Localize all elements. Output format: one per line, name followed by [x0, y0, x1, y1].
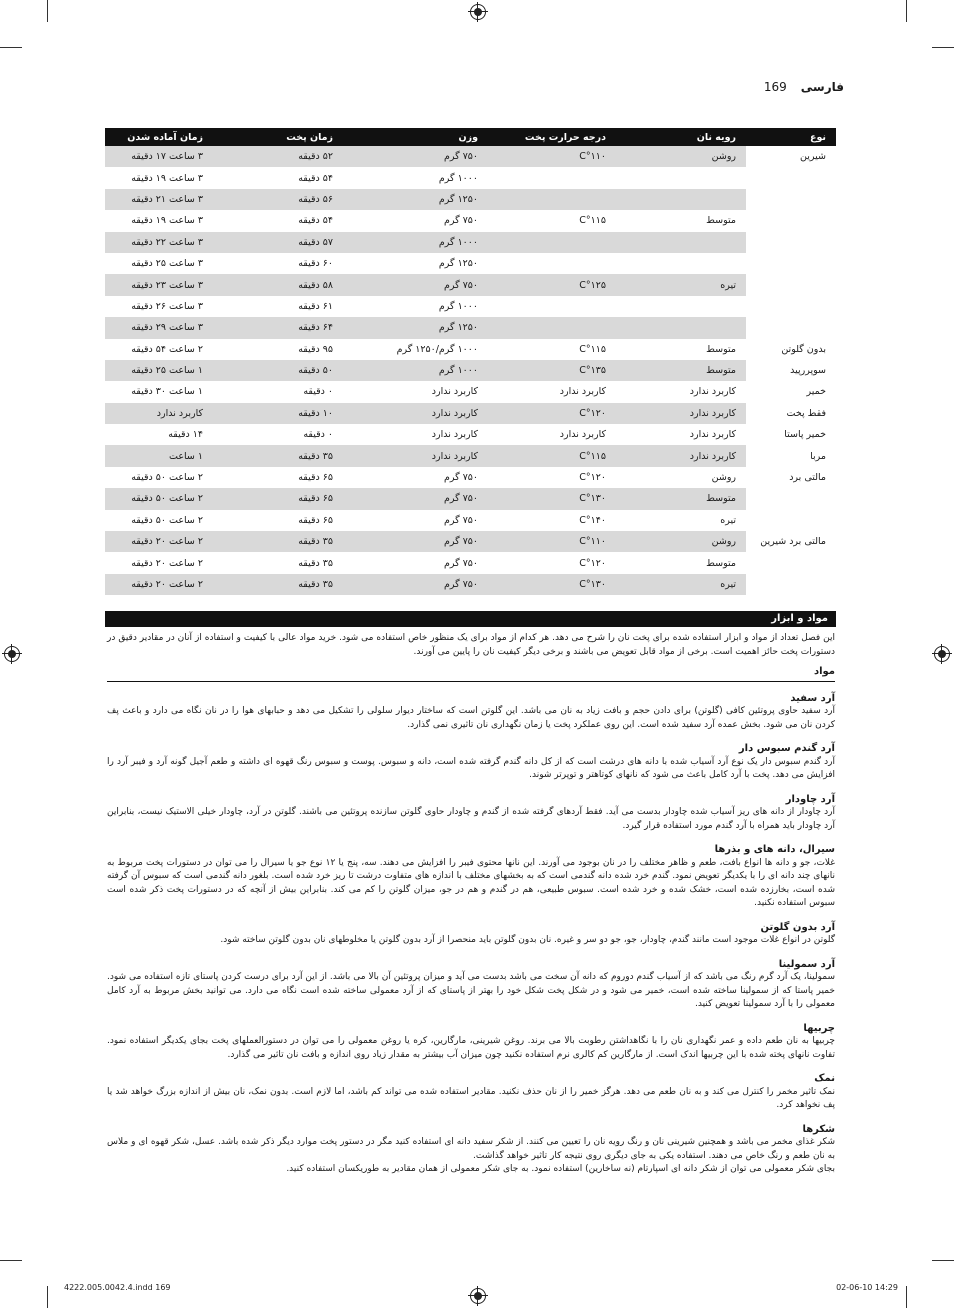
table-cell: ۵۶ دقیقه [213, 189, 343, 210]
table-cell [746, 232, 836, 253]
table-cell: کاربرد ندارد [689, 386, 736, 398]
table-cell: C°۱۲۰ [488, 403, 616, 424]
column-header: وزن [343, 128, 488, 146]
table-cell [746, 488, 836, 509]
table-cell: C°۱۴۰ [579, 514, 606, 526]
page-header [764, 80, 844, 94]
table-cell [488, 232, 616, 253]
table-row [105, 488, 836, 509]
table-cell: ۱۲۵۰ گرم [438, 258, 478, 270]
crop-mark [47, 0, 48, 22]
table-cell: ۷۵۰ گرم [444, 215, 478, 227]
table-cell: فقط پخت [746, 403, 836, 424]
table-row [105, 467, 836, 488]
ingredient-text: سمولینا، یک آرد گرم رنگ می باشد که از آسیاب گندم دوروم که دانه آن سخت می باشد بدست می آید و میزان پروتئین آن بالا می باشد. از این آرد برای درست کردن پاستای تازه استفاده می شود. خمیر پاستا که از سمولینا ساخته شده است، خمیر می شود و در شکل پخت شکل خود را بهتر از پاستای که از آرد معمولی ساخته شده است نگاه می دارد. می توانید بخش مربوط به آرد کامل معمولی را با آرد سمولینا تعویض کنید. [107, 972, 835, 1009]
ingredient-title: نمک [814, 1073, 835, 1084]
table-cell: ۶۵ دقیقه [298, 514, 333, 526]
table-cell: C°۱۲۰ [579, 557, 606, 569]
table-cell: مالتی برد [746, 467, 836, 488]
registration-mark-icon [470, 1288, 486, 1304]
section-intro: این فصل تعداد از مواد و ابزار استفاده شده برای پخت نان را شرح می دهد. هر کدام از مواد برای یک منظور خاص استفاده می شود. خرید مواد عالی با کیفیت و استفاده از آنان در مقادیر دقیق در دستورات پخت حائز اهمیت است. برخی از مواد قابل تعویض می باشند و برخی دیگر کیفیت نان را پایین می آورند. [107, 633, 835, 657]
table-row [105, 424, 836, 445]
table-cell: ۶۵ دقیقه [213, 488, 343, 509]
table-cell: ۱۰۰۰ گرم/۱۲۵۰ گرم [396, 343, 478, 355]
crop-mark [906, 0, 907, 22]
ingredient-text: آرد چاودار از دانه های ریز آسیاب شده چاودار بدست می آید. فقط آردهای گرفته شده از گندم و چاودار حاوی گلوتن سازنده پروتئین می باشند. گلوتن در آرد، چاودار خیلی الاستیک نیست، بنابراین آرد چاودار باید همراه با آرد گندم مورد استفاده قرار گیرد. [107, 807, 835, 831]
table-row [105, 339, 836, 360]
crop-mark [0, 1260, 22, 1261]
table-cell: ۲ ساعت ۲۰ دقیقه [105, 574, 213, 595]
table-cell: ۶۱ دقیقه [298, 300, 333, 312]
table-row [105, 167, 836, 188]
table-cell: مربا [746, 445, 836, 466]
table-cell [746, 253, 836, 274]
table-cell: ۳ ساعت ۲۲ دقیقه [105, 232, 213, 253]
table-cell [488, 253, 616, 274]
table-cell: کاربرد ندارد [559, 386, 606, 398]
table-cell: ۰ دقیقه [303, 386, 333, 398]
table-cell: ۳ ساعت ۲۵ دقیقه [131, 258, 203, 270]
table-cell [616, 317, 746, 338]
table-cell [616, 296, 746, 317]
table-cell: ۱۰۰۰ گرم [438, 172, 478, 184]
table-body [105, 146, 836, 595]
table-cell: کاربرد ندارد [343, 403, 488, 424]
table-cell: ۱۲۵۰ گرم [343, 317, 488, 338]
table-cell: ۹۵ دقیقه [298, 343, 333, 355]
table-cell [616, 167, 746, 188]
table-cell: ۷۵۰ گرم [444, 557, 478, 569]
page-language: فارسی [800, 80, 844, 94]
table-row [105, 296, 836, 317]
table-cell: مالتی برد شیرین [746, 531, 836, 552]
table-cell [746, 296, 836, 317]
ingredients-list [107, 692, 835, 1177]
table-cell: C°۱۱۰ [488, 531, 616, 552]
table-cell: ۱۰ دقیقه [213, 403, 343, 424]
ingredient-text: شکر غذای مخمر می باشد و همچنین شیرینی نان و رنگ رویه نان را تعیین می کنند. از شکر سفید دانه ای استفاده کنید مگر در دستور پخت موارد دیگر ذکر شده باشد. عسل، شکر قهوه ای و ملاس به نان طعم و رنگ خاص می دهند. استفاده یکی به جای دیگری روی نتیجه کار تاثیر خواهد گذاشت. بجای شکر معمولی می توان از شکر دانه ای اسپارتام (نه ساخارین) استفاده نمود. به جای شکر معمولی از همان مقادیر به طوریکسان استفاده کنید. [107, 1137, 835, 1174]
column-header: درجه حرارت پخت [488, 128, 616, 146]
table-cell: متوسط [706, 557, 736, 569]
table-cell: ۲ ساعت ۵۴ دقیقه [131, 343, 203, 355]
column-header: زمان پخت [213, 128, 343, 146]
table-cell: ۱۰۰۰ گرم [438, 300, 478, 312]
table-cell: ۶۵ دقیقه [298, 472, 333, 484]
table-cell: کاربرد ندارد [431, 429, 478, 441]
table-cell [746, 510, 836, 531]
table-cell: روشن [616, 146, 746, 167]
column-header: نوع [746, 128, 836, 146]
table-cell: ۵۷ دقیقه [213, 232, 343, 253]
crop-mark [0, 47, 22, 48]
table-cell: ۵۸ دقیقه [213, 274, 343, 295]
table-cell: ۷۵۰ گرم [343, 274, 488, 295]
table-cell: ۳۵ دقیقه [213, 445, 343, 466]
table-cell: ۳ ساعت ۲۳ دقیقه [105, 274, 213, 295]
table-cell [746, 189, 836, 210]
table-row [105, 381, 836, 402]
ingredient-title: چربیها [803, 1022, 835, 1034]
ingredient-text: چربیها به نان طعم داده و عمر نگهداری نان را با نگاهداشتن رطوبت بالا می برند. روغن شیرینی، مارگارین، کره یا روغن معمولی را می توان در دستورالعملهای پخت بجای یکدیگر استفاده نمود. تفاوت نانهای پخته شده با این چربیها اندک است. از مارگارین کم کالری نرم استفاده نکنید چون میزان آب بیشتر به مقدار زیاد روی اندازه و بافت نان تاثیر می گذارد. [107, 1036, 835, 1060]
table-cell: ۵۰ دقیقه [213, 360, 343, 381]
table-cell: ۰ دقیقه [303, 429, 333, 441]
table-cell [746, 210, 836, 231]
table-cell: ۷۵۰ گرم [444, 472, 478, 484]
table-cell: C°۱۲۵ [488, 274, 616, 295]
table-row [105, 189, 836, 210]
ingredient-text: آرد گندم سبوس دار یک نوع آرد آسیاب شده با دانه های درشت است که از کل دانه گندم گرفته شده است، دانه و سبوس. پوست و سبوس رنگ قهوه ای داشته و طعم آجیل گونه آرد و فیبر آرد را افزایش می دهد. پخت با آرد کامل باعث می شود که نانهای کوتاهتر و توپرتر شوند. [107, 756, 835, 780]
section-content [107, 632, 835, 1177]
table-cell: ۳ ساعت ۲۶ دقیقه [131, 300, 203, 312]
table-cell [488, 317, 616, 338]
section-subheading: مواد [107, 665, 835, 682]
table-cell: C°۱۳۰ [488, 488, 616, 509]
table-cell: ۲ ساعت ۲۰ دقیقه [131, 557, 203, 569]
table-cell: ۷۵۰ گرم [343, 488, 488, 509]
footer-file: 4222.005.0042.4.indd 169 [64, 1283, 171, 1292]
table-cell: کاربرد ندارد [689, 429, 736, 441]
ingredient-title: آرد بدون گلوتن [760, 921, 835, 933]
table-row [105, 317, 836, 338]
column-header: رویه نان [616, 128, 746, 146]
table-row [105, 360, 836, 381]
table-cell: کاربرد ندارد [616, 403, 746, 424]
table-cell: کاربرد ندارد [105, 403, 213, 424]
table-cell: ۱ ساعت ۳۰ دقیقه [131, 386, 203, 398]
table-cell: C°۱۱۵ [488, 445, 616, 466]
table-cell: ۵۴ دقیقه [298, 172, 333, 184]
table-cell: ۳ ساعت ۱۹ دقیقه [131, 172, 203, 184]
table-cell [746, 167, 836, 188]
ingredient-title: سیرال، دانه های و بذرها [714, 844, 835, 855]
table-cell: تیره [616, 574, 746, 595]
table-cell: ۳ ساعت ۱۷ دقیقه [105, 146, 213, 167]
table-cell: ۱۴ دقیقه [168, 429, 203, 441]
table-cell: C°۱۳۰ [488, 574, 616, 595]
table-cell: بدون گلوتن [746, 339, 836, 360]
table-cell: کاربرد ندارد [616, 445, 746, 466]
column-header: زمان آماده شدن [105, 128, 213, 146]
table-cell [488, 296, 616, 317]
table-cell: ۱۰۰۰ گرم [343, 360, 488, 381]
table-row [105, 232, 836, 253]
table-row [105, 274, 836, 295]
table-cell: ۳۵ دقیقه [213, 531, 343, 552]
ingredient-text: آرد سفید حاوی پروتئین کافی (گلوتن) برای دادن حجم و بافت زیاد به نان می باشد. این گلوتن است که ساختار دیوار سلولی را تشکیل می دهد و حبابهای هوا را در نان نگاه می دارد و باعث پف کردن نان می شود. بخش عمده آرد سفید شده است. این روی عملکرد پخت یا زمان نگهداری نان تاثیری نمی گذارد. [107, 706, 835, 730]
table-cell: ۶۰ دقیقه [298, 258, 333, 270]
table-cell: ۱۲۵۰ گرم [343, 189, 488, 210]
table-cell: ۷۵۰ گرم [343, 146, 488, 167]
table-row [105, 510, 836, 531]
table-cell: ۲ ساعت ۲۰ دقیقه [105, 531, 213, 552]
table-cell: کاربرد ندارد [559, 429, 606, 441]
table-cell: شیرین [746, 146, 836, 167]
table-cell: ۵۴ دقیقه [298, 215, 333, 227]
table-cell [488, 167, 616, 188]
crop-mark [47, 1286, 48, 1308]
table-cell: ۲ ساعت ۵۰ دقیقه [131, 472, 203, 484]
registration-mark-icon [934, 646, 950, 662]
table-cell: ۳ ساعت ۱۹ دقیقه [131, 215, 203, 227]
table-row [105, 531, 836, 552]
table-row [105, 253, 836, 274]
ingredient-text: غلات، جو و دانه ها انواع بافت، طعم و ظاهر مختلف را در نان بوجود می آورند. این نانها محتوی فیبر را افزایش می دهند. سه، پنج یا ۱۲ نوع جو یا سیرال را می توان در دستورات پخت مربوط به نانهای چند دانه ای را با یکدیگر تعویض نمود. گندم خرد شده دانه گندمی است که به بخشهای مختلف با اندازه های متفاوت درشت تا ریز خرد شده است. بلغور دانه گندمی است که سبوس آن گرفته شده است، بخارزده شده است، خشک شده و خرد شده است. سبوس طبیعی، هم در گندم و هم در جو، میزان گلوتن را کم می کند. بنابراین بیش از آنچه که در دستورات پخت ذکر شده است سبوس استفاده نکنید. [107, 857, 836, 908]
table-cell: روشن [616, 531, 746, 552]
ingredient-text: گلوتن در انواع غلات موجود است مانند گندم، چاودار، جو، جو دو سر و غیره. نان بدون گلوتن باید منحصرا از آرد بدون گلوتن یا مخلوطهای نان بدون گلوتن ساخته شود. [220, 935, 835, 945]
table-row [105, 403, 836, 424]
table-cell: تیره [720, 514, 736, 526]
table-cell: سوپررپید [746, 360, 836, 381]
table-cell [616, 253, 746, 274]
table-cell: ۶۴ دقیقه [213, 317, 343, 338]
table-cell: ۲ ساعت ۵۰ دقیقه [131, 514, 203, 526]
table-cell: ۷۵۰ گرم [343, 574, 488, 595]
ingredient-title: آرد گندم سبوس دار [738, 743, 835, 754]
table-cell: C°۱۳۵ [488, 360, 616, 381]
table-row [105, 210, 836, 231]
table-cell: C°۱۱۵ [579, 343, 606, 355]
ingredient-title: آرد چاودار [785, 793, 835, 805]
footer-date: 02-06-10 14:29 [836, 1283, 898, 1292]
table-cell: کاربرد ندارد [431, 386, 478, 398]
table-cell [746, 574, 836, 595]
table-cell: C°۱۱۵ [579, 215, 606, 227]
crop-mark [906, 1286, 907, 1308]
table-cell: ۷۵۰ گرم [343, 531, 488, 552]
ingredient-text: نمک تاثیر مخمر را کنترل می کند و به نان طعم می دهد. هرگز خمیر را از نان حذف نکنید. مقادیر استفاده شده می تواند کم باشد، اما لازم است. بدون نمک، نان بیش از اندازه بزرگ خواهد شد یا پف نخواهد کرد. [107, 1086, 835, 1110]
table-row [105, 146, 836, 167]
table-cell [746, 274, 836, 295]
registration-mark-icon [4, 646, 20, 662]
table-cell: ۱ ساعت [105, 445, 213, 466]
table-cell: ۱ ساعت ۲۵ دقیقه [105, 360, 213, 381]
table-cell [616, 189, 746, 210]
table-cell: ۳۵ دقیقه [298, 557, 333, 569]
table-cell: روشن [711, 472, 736, 484]
table-cell: ۳۵ دقیقه [213, 574, 343, 595]
table-cell: متوسط [706, 343, 736, 355]
table-cell: کاربرد ندارد [343, 445, 488, 466]
table-cell: C°۱۲۰ [579, 472, 606, 484]
table-cell: ۵۲ دقیقه [213, 146, 343, 167]
crop-mark [932, 1260, 954, 1261]
table-cell [616, 232, 746, 253]
section-title: مواد و ابزار [105, 611, 836, 627]
table-cell: متوسط [616, 488, 746, 509]
table-cell: تیره [616, 274, 746, 295]
page-number: 169 [763, 80, 787, 94]
table-header-row [105, 128, 836, 146]
table-cell: خمیر پاستا [746, 424, 836, 445]
table-cell: ۳ ساعت ۲۱ دقیقه [105, 189, 213, 210]
table-cell: متوسط [616, 360, 746, 381]
registration-mark-icon [470, 4, 486, 20]
table-row [105, 445, 836, 466]
table-row [105, 574, 836, 595]
table-cell: ۱۰۰۰ گرم [343, 232, 488, 253]
table-cell: ۷۵۰ گرم [444, 514, 478, 526]
table-cell: متوسط [706, 215, 736, 227]
table-cell: C°۱۱۰ [488, 146, 616, 167]
ingredient-title: آرد سمولینا [778, 958, 835, 970]
table-cell: ۳ ساعت ۲۹ دقیقه [105, 317, 213, 338]
table-cell [488, 189, 616, 210]
crop-mark [932, 47, 954, 48]
table-row [105, 552, 836, 573]
table-cell [746, 552, 836, 573]
ingredient-title: شکرها [802, 1123, 835, 1135]
table-cell: ۲ ساعت ۵۰ دقیقه [105, 488, 213, 509]
table-cell: خمیر [746, 381, 836, 402]
ingredient-title: آرد سفید [790, 692, 835, 704]
baking-settings-table [105, 128, 836, 595]
table-cell [746, 317, 836, 338]
